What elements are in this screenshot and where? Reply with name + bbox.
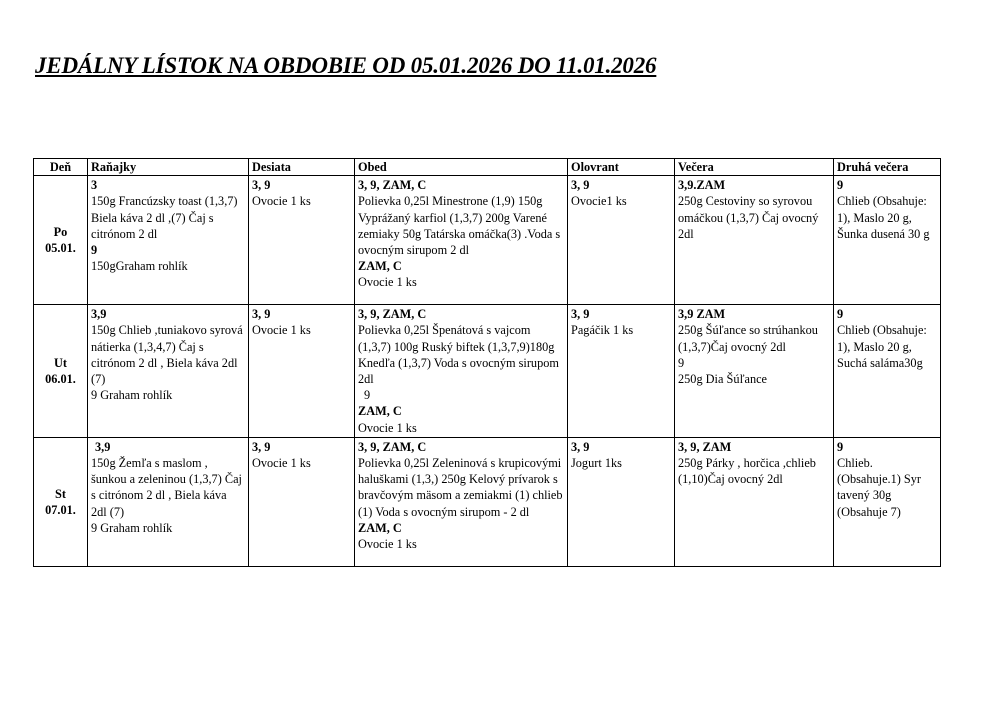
allergen-code: 3,9 xyxy=(91,307,107,322)
meal-text: 150g Žemľa s maslom , šunkou a zeleninou (1,3,7) Čaj s citrónom 2 dl , Biela káva 2dl (7) xyxy=(91,456,242,519)
extra-code: 9 xyxy=(364,388,371,403)
cell-desiata xyxy=(249,176,355,305)
allergen-code: 9 xyxy=(837,439,844,454)
allergen-code: 3, 9 xyxy=(571,178,590,193)
meal-text: Polievka 0,25l Špenátová s vajcom (1,3,7) 100g Ruský biftek (1,3,7,9)180g Knedľa (1,3,7) Voda s ovocným sirupom 2dl xyxy=(358,323,559,387)
zam-text: Ovocie 1 ks xyxy=(358,537,417,552)
meal-text: Polievka 0,25l Minestrone (1,9) 150g Vyprážaný karfiol (1,3,7) 200g Varené zemiaky 50g Tatárska omáčka(3) .Voda s ovocným sirupom 2 dl xyxy=(358,194,561,258)
extra-text: 150gGraham rohlík xyxy=(91,259,188,274)
zam-text: Ovocie 1 ks xyxy=(358,420,417,435)
day-cell xyxy=(34,176,88,305)
allergen-code: 3, 9, ZAM xyxy=(678,439,732,454)
day-name: St xyxy=(55,486,66,501)
meal-text: Ovocie1 ks xyxy=(571,194,627,209)
day-date: 07.01. xyxy=(45,502,76,517)
meal-text: 150g Chlieb ,tuniakovo syrová nátierka (1,3,4,7) Čaj s citrónom 2 dl , Biela káva 2dl (7) xyxy=(91,323,243,387)
allergen-code: 3, 9 xyxy=(252,439,271,454)
meal-text: 250g Párky , horčica ,chlieb (1,10)Čaj ovocný 2dl xyxy=(678,456,816,487)
header-day: Deň xyxy=(34,159,88,176)
cell-ranajky xyxy=(88,305,249,438)
allergen-code: 3 xyxy=(91,178,98,193)
meal-text: Chlieb (Obsahuje: 1), Maslo 20 g, Suchá saláma30g xyxy=(837,323,927,370)
header-druha-vecera: Druhá večera xyxy=(834,159,941,176)
cell-vecera xyxy=(675,437,834,566)
allergen-code: 3, 9 xyxy=(571,307,590,322)
table-row-monday xyxy=(34,176,941,305)
meal-text: Chlieb (Obsahuje: 1), Maslo 20 g, Šunka dusená 30 g xyxy=(837,194,930,241)
zam-text: Ovocie 1 ks xyxy=(358,275,417,290)
cell-druha-vecera xyxy=(834,305,941,438)
cell-vecera xyxy=(675,176,834,305)
allergen-code: 3, 9, ZAM, C xyxy=(358,439,427,454)
allergen-code: 3,9 ZAM xyxy=(678,307,726,322)
meal-text: Ovocie 1 ks xyxy=(252,323,311,338)
allergen-code: 3, 9, ZAM, C xyxy=(358,307,427,322)
allergen-code: 9 xyxy=(837,307,844,322)
table-row-tuesday xyxy=(34,305,941,438)
day-name: Po xyxy=(53,225,68,239)
extra-text: 250g Dia Šúľance xyxy=(678,372,768,387)
extra-text: 9 Graham rohlík xyxy=(91,388,173,403)
allergen-code: 9 xyxy=(837,178,844,193)
day-name: Ut xyxy=(54,355,67,370)
zam-code: ZAM, C xyxy=(358,404,402,419)
header-desiata: Desiata xyxy=(249,159,355,176)
meal-text: Ovocie 1 ks xyxy=(252,194,311,209)
meal-text: Polievka 0,25l Zeleninová s krupicovými haluškami (1,3,) 250g Kelový prívarok s bravčovým mäsom a zemiakmi (1) chlieb (1) Voda s ovocným sirupom - 2 dl xyxy=(358,456,563,519)
cell-desiata xyxy=(249,305,355,438)
cell-ranajky xyxy=(88,437,249,566)
header-vecera: Večera xyxy=(675,159,834,176)
cell-olovrant xyxy=(568,176,675,305)
header-ranajky: Raňajky xyxy=(88,159,249,176)
day-cell xyxy=(34,437,88,566)
extra-text: 9 Graham rohlík xyxy=(91,520,173,535)
meal-text: Jogurt 1ks xyxy=(571,456,622,471)
meal-text: Chlieb. (Obsahuje.1) Syr tavený 30g (Obsahuje 7) xyxy=(837,456,922,519)
cell-vecera xyxy=(675,305,834,438)
cell-druha-vecera xyxy=(834,176,941,305)
day-date: 05.01. xyxy=(45,241,76,256)
cell-obed xyxy=(355,437,568,566)
header-olovrant: Olovrant xyxy=(568,159,675,176)
allergen-code: 3,9 xyxy=(95,439,111,454)
cell-olovrant xyxy=(568,305,675,438)
cell-druha-vecera xyxy=(834,437,941,566)
meal-text: Ovocie 1 ks xyxy=(252,456,311,471)
meal-text: 250g Šúľance so strúhankou (1,3,7)Čaj ovocný 2dl xyxy=(678,323,818,354)
allergen-code: 3, 9 xyxy=(571,439,590,454)
cell-obed xyxy=(355,305,568,438)
day-cell xyxy=(34,305,88,438)
header-obed: Obed xyxy=(355,159,568,176)
zam-code: ZAM, C xyxy=(358,259,402,274)
extra-code: 9 xyxy=(91,243,98,258)
cell-olovrant xyxy=(568,437,675,566)
zam-code: ZAM, C xyxy=(358,520,402,535)
cell-desiata xyxy=(249,437,355,566)
table-row-wednesday xyxy=(34,437,941,566)
meal-text: 250g Cestoviny so syrovou omáčkou (1,3,7) Čaj ovocný 2dl xyxy=(678,194,819,241)
allergen-code: 3, 9 xyxy=(252,307,271,322)
day-date: 06.01. xyxy=(45,372,76,387)
allergen-code: 3, 9 xyxy=(252,178,271,193)
meal-text: Pagáčik 1 ks xyxy=(571,323,634,338)
page-title: JEDÁLNY LÍSTOK NA OBDOBIE OD 05.01.2026 DO 11.01.2026 xyxy=(35,53,657,78)
allergen-code: 3, 9, ZAM, C xyxy=(358,178,427,193)
cell-ranajky xyxy=(88,176,249,305)
allergen-code: 3,9.ZAM xyxy=(678,178,726,193)
header-row xyxy=(34,159,941,176)
cell-obed xyxy=(355,176,568,305)
meal-text: 150g Francúzsky toast (1,3,7) Biela káva 2 dl ,(7) Čaj s citrónom 2 dl xyxy=(91,194,238,241)
extra-code: 9 xyxy=(678,355,685,370)
menu-table xyxy=(33,158,941,567)
